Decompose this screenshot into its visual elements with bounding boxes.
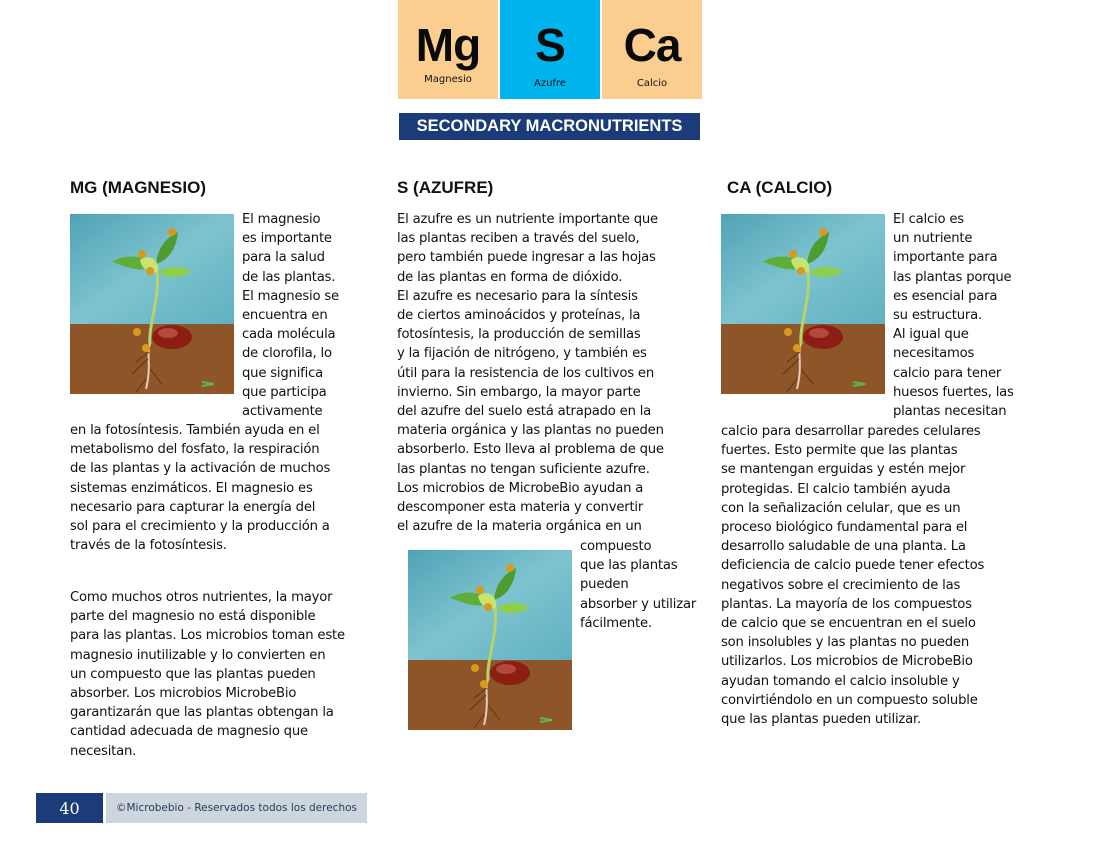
ca-text-beside: El calcio es un nutriente importante para las plantas porque es esencial para su estructura. Al igual que necesitamos calcio para tener huesos fuertes, las plantas necesitan	[893, 212, 1014, 420]
seedling-illustration	[70, 214, 234, 394]
section-banner: SECONDARY MACRONUTRIENTS	[399, 113, 700, 140]
mg-text-beside: El magnesio es importante para la salud de las plantas. El magnesio se encuentra en cada molécula de clorofila, lo que significa que participa activamente	[242, 212, 339, 420]
section-title-magnesium: MG (MAGNESIO)	[70, 178, 206, 197]
ca-text-below: calcio para desarrollar paredes celulares fuertes. Esto permite que las plantas se mantengan erguidas y estén mejor protegidas. El calcio también ayuda con la señalización celular, que es un proceso biológico fundamental para el desarrollo saludable de una planta. La deficiencia de calcio puede tener efectos negativos sobre el crecimiento de las plantas. La mayoría de los compuestos de calcio que se encuentran en el suelo son insolubles y las plantas no pueden utilizarlos. Los microbios de MicrobeBio ayudan tomando el calcio insoluble y convirtiéndolo en un compuesto soluble que las plantas pueden utilizar.	[721, 424, 985, 728]
element-name: Calcio	[636, 78, 668, 89]
mg-text-para2: Como muchos otros nutrientes, la mayor parte del magnesio no está disponible para las plantas. Los microbios toman este magnesio inutilizable y lo convierten en un compuesto que las plantas pueden absorber. Los microbios MicrobeBio garantizarán que las plantas obtengan la cantidad adecuada de magnesio que necesitan.	[70, 590, 345, 759]
element-symbol: S	[535, 19, 565, 71]
copyright-notice: ©Microbebio - Reservados todos los derechos	[106, 793, 367, 823]
element-symbol: Ca	[623, 19, 681, 71]
element-tile-magnesium	[398, 0, 498, 99]
page-number: 40	[36, 793, 103, 823]
s-text-beside: compuesto que las plantas pueden absorber y utilizar fácilmente.	[580, 539, 697, 631]
section-title-sulfur: S (AZUFRE)	[397, 178, 494, 197]
plant-illustration-sulfur	[408, 550, 572, 730]
element-name: Azufre	[534, 78, 566, 89]
seedling-illustration	[408, 550, 572, 730]
plant-illustration-calcium	[721, 214, 885, 394]
element-tile-calcium	[602, 0, 702, 99]
element-name: Magnesio	[424, 74, 472, 85]
element-symbol: Mg	[415, 19, 481, 71]
element-tile-sulfur	[500, 0, 600, 99]
seedling-illustration	[721, 214, 885, 394]
plant-illustration-magnesium	[70, 214, 234, 394]
mg-text-below: en la fotosíntesis. También ayuda en el metabolismo del fosfato, la respiración de las plantas y la activación de muchos sistemas enzimáticos. El magnesio es necesario para capturar la energía del sol para el crecimiento y la producción a través de la fotosíntesis.	[70, 423, 331, 554]
s-text-above: El azufre es un nutriente importante que las plantas reciben a través del suelo, pero también puede ingresar a las hojas de las plantas en forma de dióxido. El azufre es necesario para la síntesis de ciertos aminoácidos y proteínas, la fotosíntesis, la producción de semillas y la fijación de nitrógeno, y también es útil para la resistencia de los cultivos en invierno. Sin embargo, la mayor parte del azufre del suelo está atrapado en la materia orgánica y las plantas no pueden absorberlo. Esto lleva al problema de que las plantas no tengan suficiente azufre. Los microbios de MicrobeBio ayudan a descomponer esta materia y convertir el azufre de la materia orgánica en un	[397, 212, 664, 535]
section-title-calcium: CA (CALCIO)	[727, 178, 833, 197]
